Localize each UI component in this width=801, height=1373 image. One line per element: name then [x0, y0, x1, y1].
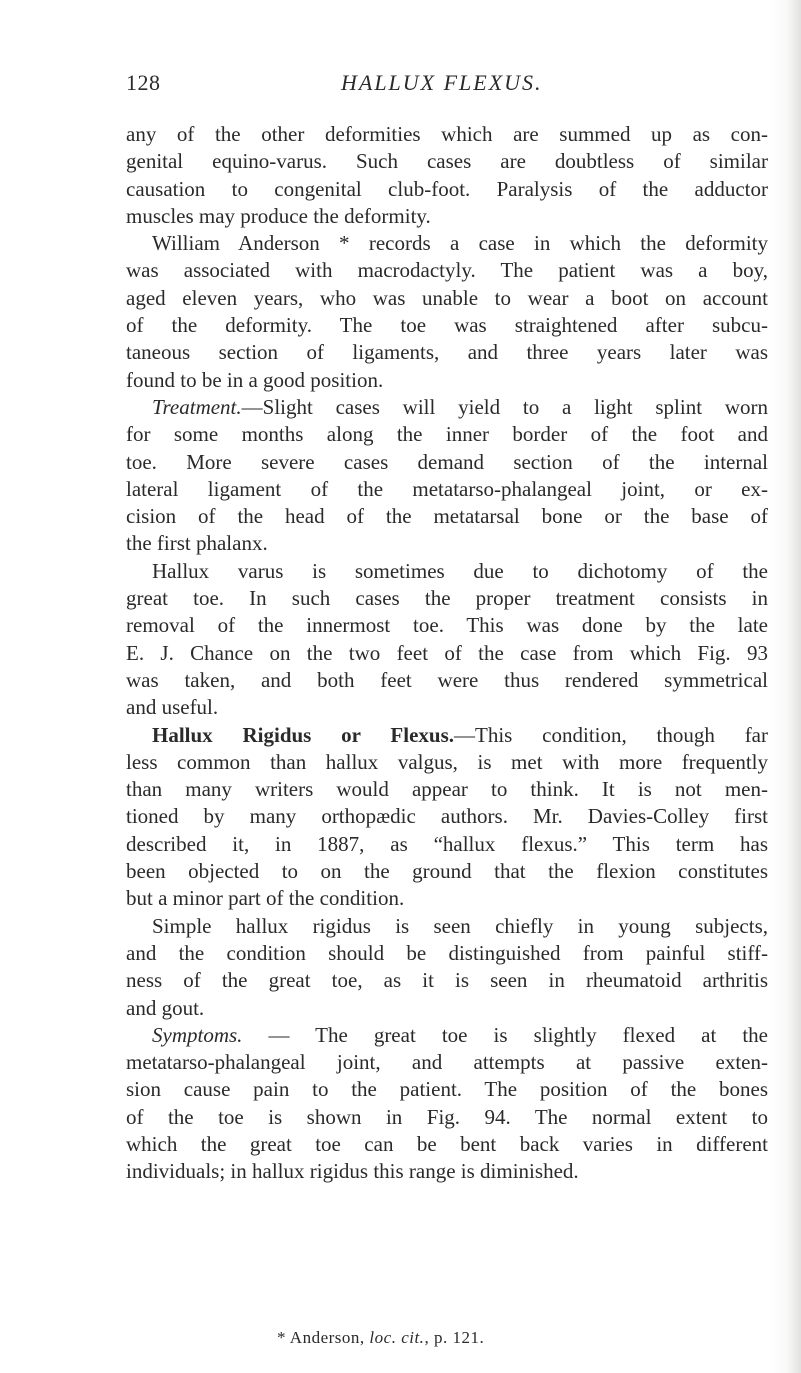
- running-head: HALLUX FLEXUS.: [341, 70, 543, 95]
- text-line: lateral ligament of the metatarso-phalangeal joint, or ex-: [126, 476, 768, 501]
- text-line: and gout.: [126, 995, 205, 1020]
- text-line: found to be in a good position.: [126, 367, 384, 392]
- text-line: described it, in 1887, as “hallux flexus.” This term has: [126, 831, 768, 856]
- text-line: causation to congenital club-foot. Paralysis of the adductor: [126, 176, 768, 201]
- footnote-loc-cit: loc. cit.: [369, 1328, 425, 1347]
- page-number: 128: [126, 70, 161, 95]
- text-line: aged eleven years, who was unable to wear a boot on account: [126, 285, 768, 310]
- text-line: genital equino-varus. Such cases are doubtless of similar: [126, 149, 768, 174]
- text-line: E. J. Chance on the two feet of the case from which Fig. 93: [126, 640, 768, 665]
- text-line: been objected to on the ground that the flexion constitutes: [126, 859, 768, 884]
- text-line: tioned by many orthopædic authors. Mr. Davies-Colley first: [126, 804, 768, 829]
- text-line: than many writers would appear to think. It is not men-: [126, 777, 768, 802]
- paragraph-treatment: [126, 394, 768, 421]
- paragraph-symptoms: [126, 1022, 768, 1049]
- footnote: [277, 1328, 484, 1348]
- text-line: great toe. In such cases the proper treatment consists in: [126, 586, 768, 611]
- text-line: removal of the innermost toe. This was done by the late: [126, 613, 768, 638]
- text-line: individuals; in hallux rigidus this range is diminished.: [126, 1159, 579, 1184]
- heading-hallux-rigidus: Hallux Rigidus or Flexus.: [152, 722, 455, 747]
- text-line: William Anderson * records a case in which the deformity: [152, 231, 768, 256]
- footnote-suffix: , p. 121.: [424, 1328, 485, 1347]
- page-header: [126, 70, 766, 102]
- text-line: was taken, and both feet were thus rendered symmetrical: [126, 667, 768, 692]
- text-line: metatarso-phalangeal joint, and attempts at passive exten-: [126, 1050, 768, 1075]
- body-text: [126, 121, 768, 1186]
- text-line: toe. More severe cases demand section of the internal: [126, 449, 768, 474]
- text-line: ness of the great toe, as it is seen in rheumatoid arthritis: [126, 968, 768, 993]
- text-line: but a minor part of the condition.: [126, 886, 405, 911]
- text-line: of the toe is shown in Fig. 94. The normal extent to: [126, 1104, 768, 1129]
- text-line: which the great toe can be bent back varies in different: [126, 1131, 768, 1156]
- text-line: and useful.: [126, 695, 219, 720]
- text-line: for some months along the inner border of the foot and: [126, 422, 768, 447]
- paragraph-hallux-rigidus: [126, 722, 768, 749]
- text-line: cision of the head of the metatarsal bone or the base of: [126, 504, 768, 529]
- text-line: any of the other deformities which are summed up as con-: [126, 122, 768, 146]
- text-line: less common than hallux valgus, is met with more frequently: [126, 749, 768, 774]
- text-run: — The great toe is slightly flexed at the: [242, 1022, 768, 1047]
- text-line: muscles may produce the deformity.: [126, 203, 431, 228]
- text-run: —Slight cases will yield to a light splint worn: [241, 394, 768, 419]
- text-line: sion cause pain to the patient. The position of the bones: [126, 1077, 768, 1102]
- text-line: of the deformity. The toe was straightened after subcu-: [126, 313, 768, 338]
- text-line: the first phalanx.: [126, 531, 268, 556]
- text-line: was associated with macrodactyly. The patient was a boy,: [126, 258, 768, 283]
- heading-treatment: Treatment.: [152, 394, 242, 419]
- text-line: taneous section of ligaments, and three years later was: [126, 340, 768, 365]
- heading-symptoms: Symptoms.: [152, 1022, 243, 1047]
- text-line: and the condition should be distinguished from painful stiff-: [126, 940, 768, 965]
- text-line: Simple hallux rigidus is seen chiefly in young subjects,: [152, 913, 768, 938]
- text-line: Hallux varus is sometimes due to dichotomy of the: [152, 558, 768, 583]
- page-edge-shadow: [787, 0, 801, 1373]
- footnote-prefix: * Anderson,: [277, 1328, 370, 1347]
- text-run: —This condition, though far: [454, 722, 768, 747]
